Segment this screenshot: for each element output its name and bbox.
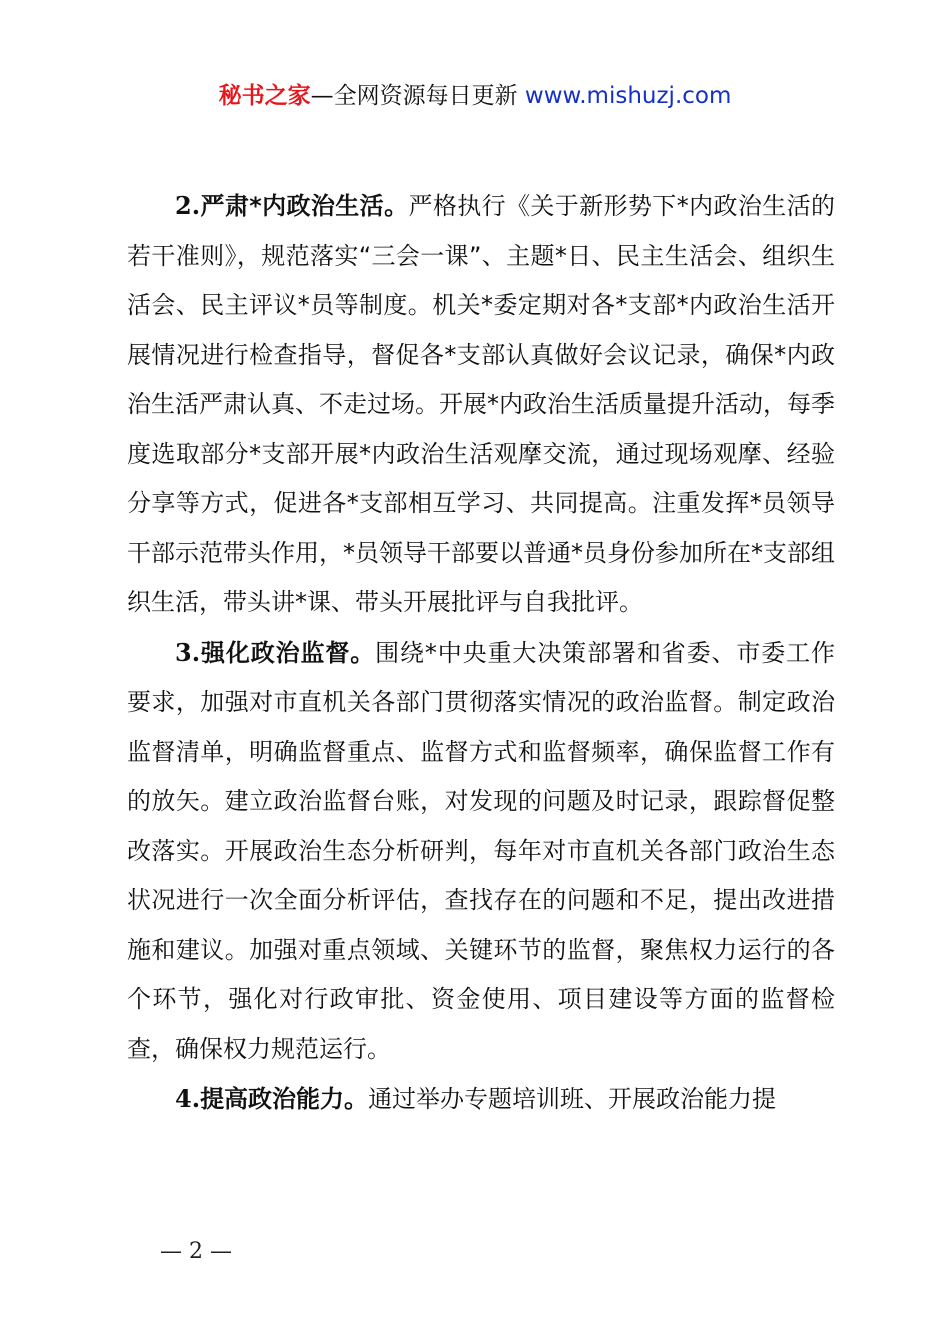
paragraph-heading <box>175 639 375 667</box>
paragraph-heading <box>175 1085 368 1113</box>
paragraph-heading <box>175 192 408 220</box>
paragraph-4 <box>127 1074 835 1125</box>
site-header <box>0 80 950 112</box>
paragraph-heading-text: 强化政治监督。 <box>200 638 376 667</box>
site-url-link[interactable]: www.mishuzj.com <box>517 83 732 109</box>
paragraph-number: 2. <box>175 191 201 220</box>
paragraph-2 <box>127 181 835 628</box>
paragraph-body: 围绕*中央重大决策部署和省委、市委工作要求，加强对市直机关各部门贯彻落实情况的政治监督。制定政治监督清单，明确监督重点、监督方式和监督频率，确保监督工作有的放矢。建立政治监督台账，对发现的问题及时记录，跟踪督促整改落实。开展政治生态分析研判，每年对市直机关各部门政治生态状况进行一次全面分析评估，查找存在的问题和不足，提出改进措施和建议。加强对重点领域、关键环节的监督，聚焦权力运行的各个环节，强化对行政审批、资金使用、项目建设等方面的监督检查，确保权力规范运行。 <box>127 638 836 1063</box>
paragraph-heading-text: 严肃*内政治生活。 <box>200 192 409 220</box>
page-number: — 2 — <box>160 1239 232 1264</box>
document-body <box>127 181 835 1125</box>
paragraph-body: 通过举办专题培训班、开展政治能力提 <box>368 1085 777 1113</box>
paragraph-heading-text: 提高政治能力。 <box>200 1085 369 1113</box>
paragraph-3 <box>127 628 835 1075</box>
paragraph-body: 严格执行《关于新形势下*内政治生活的若干准则》，规范落实“三会一课”、主题*日、民主生活会、组织生活会、民主评议*员等制度。机关*委定期对各*支部*内政治生活开展情况进行检查指导，督促各*支部认真做好会议记录，确保*内政治生活严肃认真、不走过场。开展*内政治生活质量提升活动，每季度选取部分*支部开展*内政治生活观摩交流，通过现场观摩、经验分享等方式，促进各*支部相互学习、共同提高。注重发挥*员领导干部示范带头作用，*员领导干部要以普通*员身份参加所在*支部组织生活，带头讲*课、带头开展批评与自我批评。 <box>127 192 835 616</box>
paragraph-number: 4. <box>175 1084 201 1113</box>
paragraph-number: 3. <box>175 637 201 667</box>
brand-name: 秘书之家 <box>218 83 311 109</box>
header-tagline: —全网资源每日更新 <box>310 83 518 109</box>
